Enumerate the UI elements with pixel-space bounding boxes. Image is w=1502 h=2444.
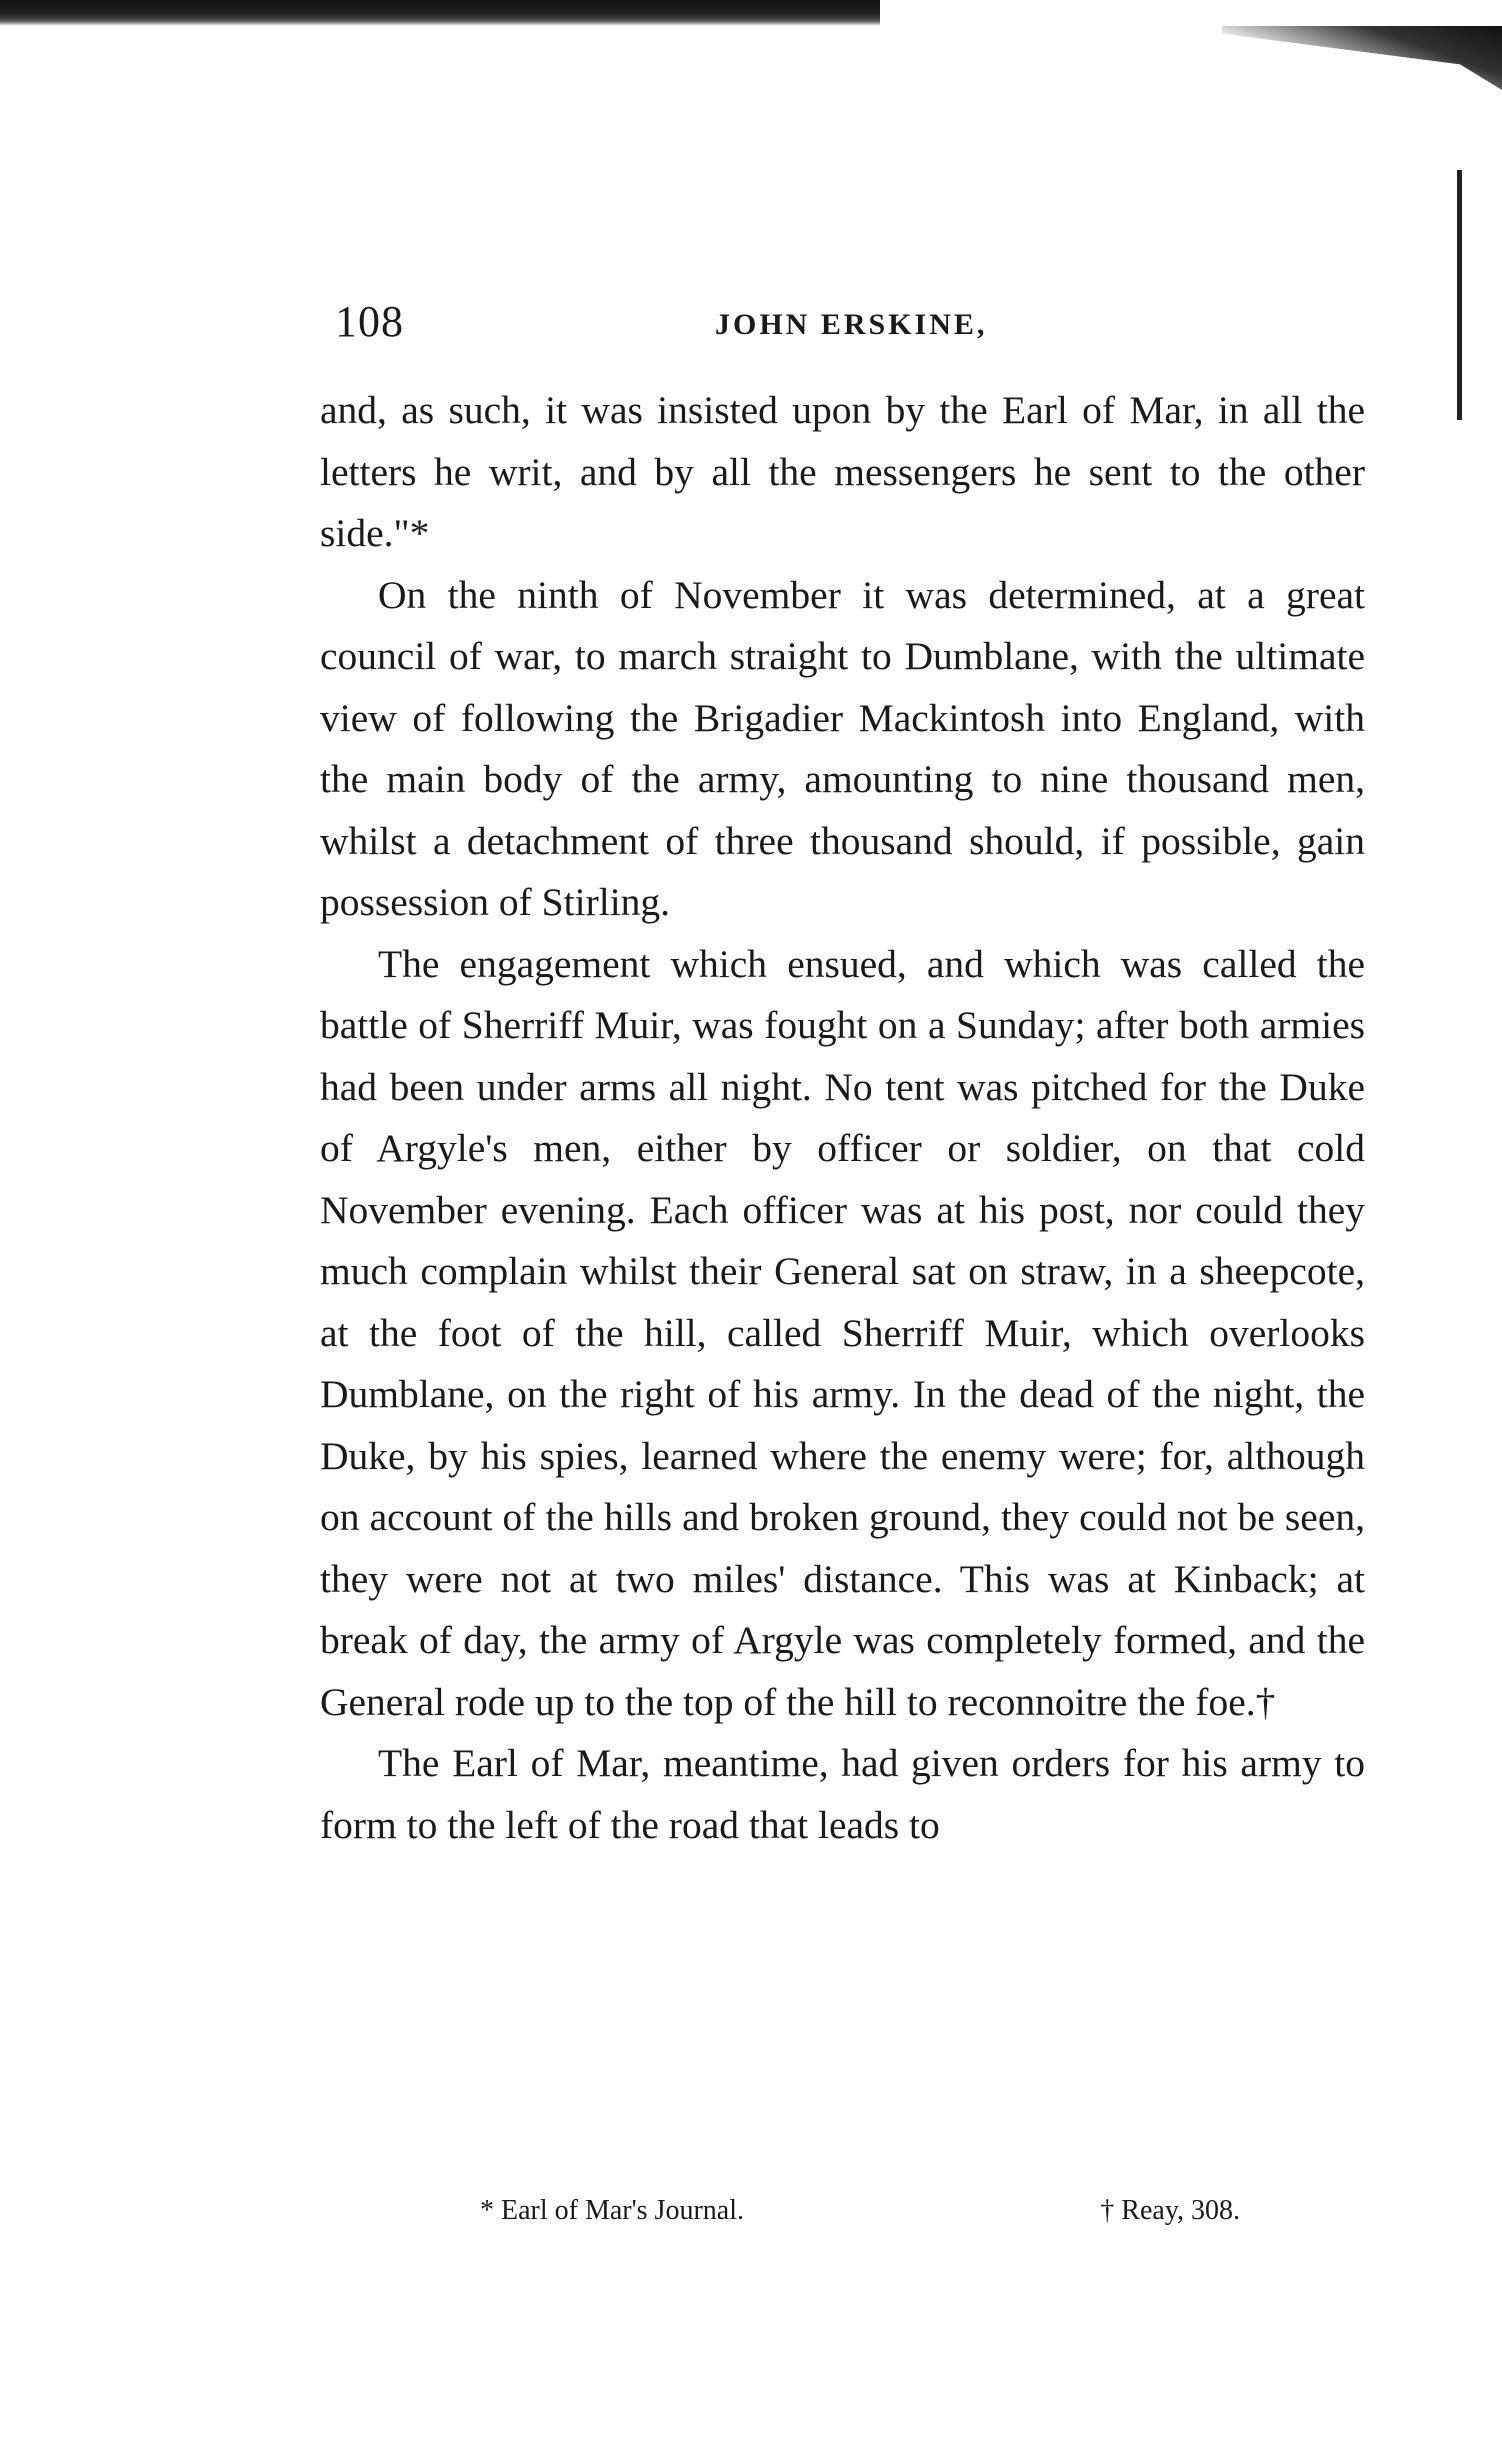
scan-edge-top [0, 0, 880, 26]
footnotes [480, 2195, 1240, 2235]
scan-edge-right [1457, 170, 1462, 420]
footnote-mar-journal: * Earl of Mar's Journal. [480, 2195, 744, 2226]
footnote-reay: † Reay, 308. [1100, 2195, 1240, 2226]
paragraph-2: On the ninth of November it was determined, at a great council of war, to march straight to Dumblane, with the ultimate view of following the Brigadier Mackintosh into England, with the main body of the army, amounting to nine thousand men, whilst a detachment of three thousand should, if possible, gain possession of Stirling. [320, 572, 1365, 924]
scan-edge-top-right [1222, 26, 1502, 90]
paragraph-3: The engagement which ensued, and which was called the battle of Sherriff Muir, was fought on a Sunday; after both armies had been under arms all night. No tent was pitched for the Duke of Argyle's men, either by officer or soldier, on that cold November evening. Each officer was at his post, nor could they much complain whilst their General sat on straw, in a sheepcote, at the foot of the hill, called Sherriff Muir, which overlooks Dumblane, on the right of his army. In the dead of the night, the Duke, by his spies, learned where the enemy were; for, although on account of the hills and broken ground, they could not be seen, they were not at two miles' distance. This was at Kinback; at break of day, the army of Argyle was completely formed, and the General rode up to the top of the hill to reconnoitre the foe.† [320, 941, 1365, 1724]
paragraph-4: The Earl of Mar, meantime, had given orders for his army to form to the left of the road that leads to [320, 1741, 1365, 1847]
page-number: 108 [335, 297, 404, 346]
running-head: JOHN ERSKINE, [715, 308, 988, 341]
body-text [320, 380, 1365, 1856]
paragraph-1: and, as such, it was insisted upon by the Earl of Mar, in all the letters he writ, and by all the messengers he sent to the other side."* [320, 388, 1365, 555]
page-header [335, 296, 1355, 346]
